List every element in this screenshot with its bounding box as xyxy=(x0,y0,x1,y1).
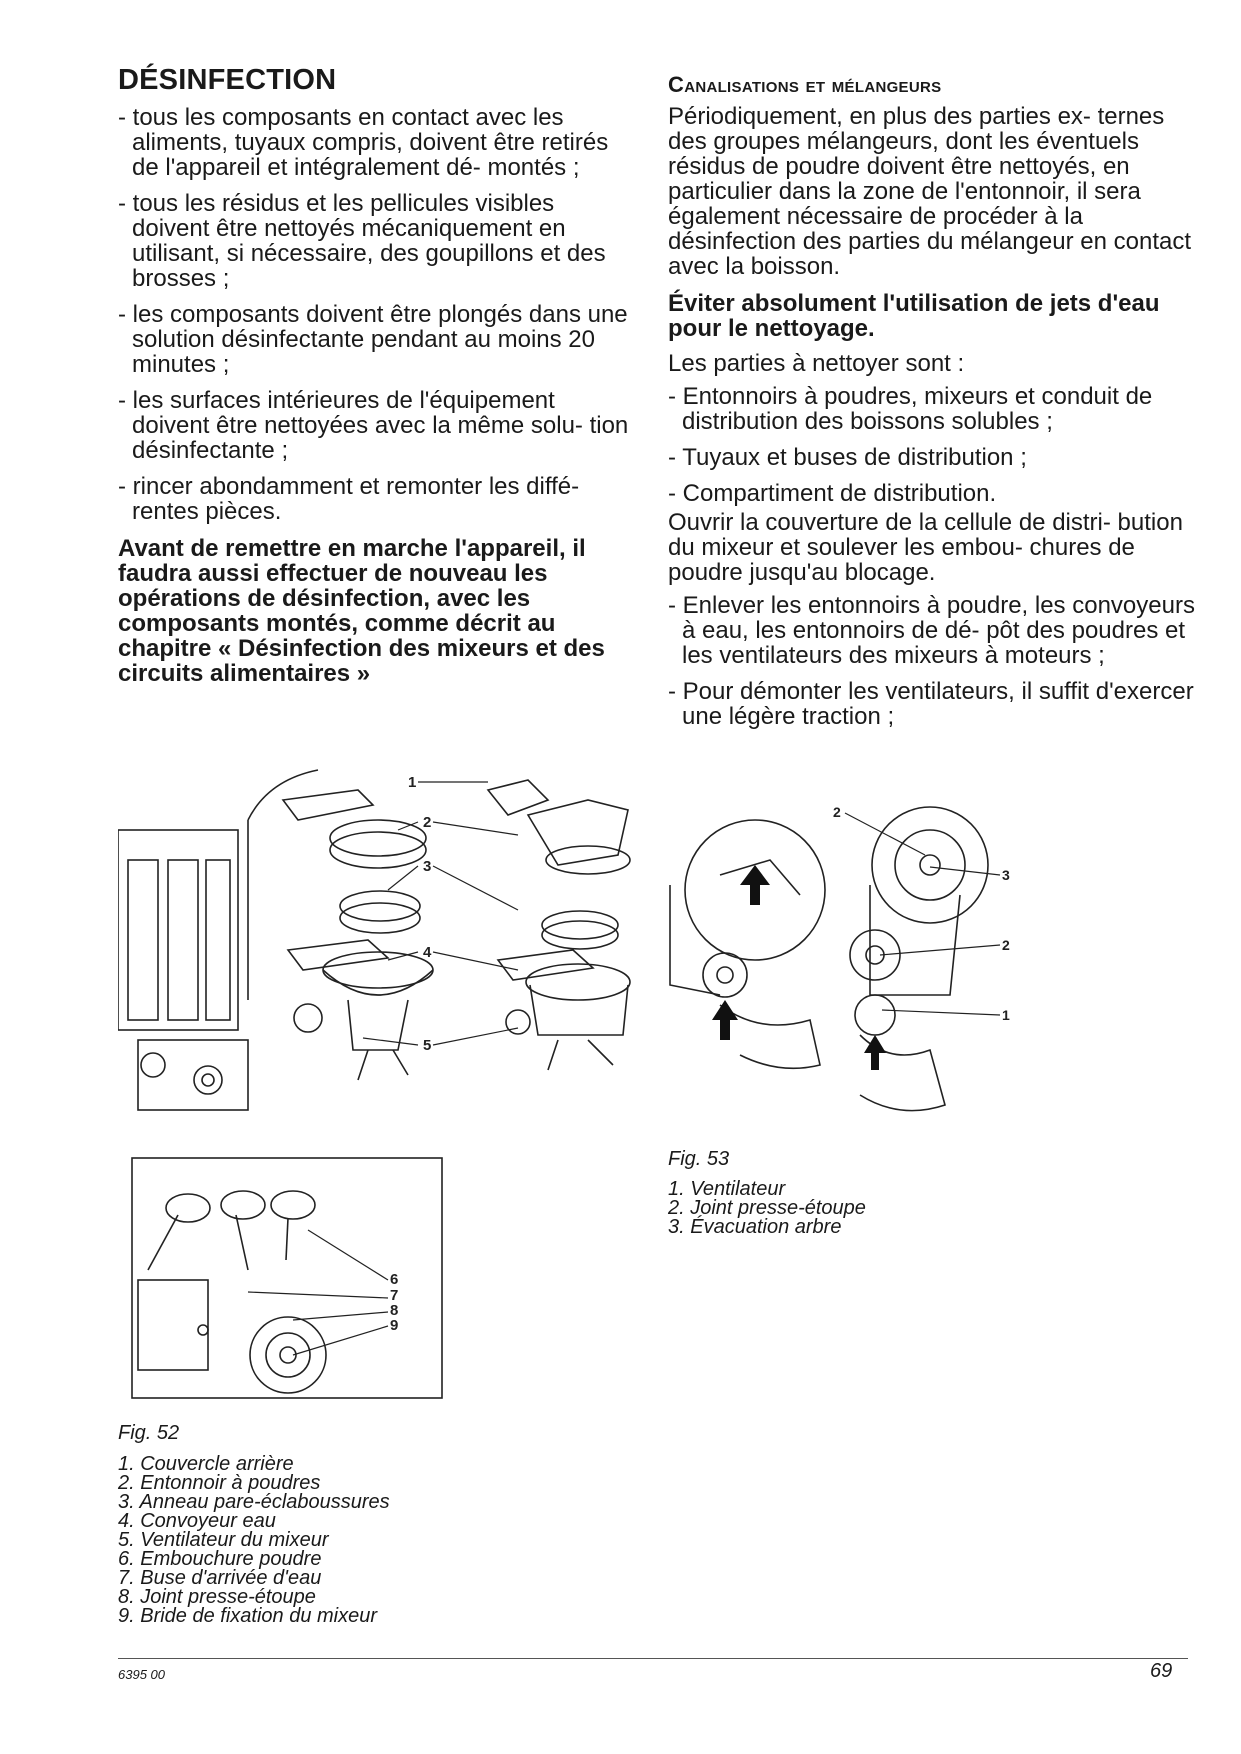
section-title-desinfection: DÉSINFECTION xyxy=(118,64,337,96)
figure-53-caption: Fig. 53 xyxy=(668,1148,730,1170)
legend-item: 3. Anneau pare-éclaboussures xyxy=(118,1491,390,1513)
parts-list xyxy=(668,384,1198,506)
legend-item: 6. Embouchure poudre xyxy=(118,1548,322,1570)
callout-6: 6 xyxy=(390,1271,399,1288)
callout-7: 7 xyxy=(390,1287,399,1304)
left-column xyxy=(118,60,638,696)
callout-2-top: 2 xyxy=(833,805,841,820)
callout-2-middle: 2 xyxy=(1002,937,1010,953)
figure-53-drawing xyxy=(660,805,1020,1135)
list-item: - les composants doivent être plongés dans une solution désinfectante pendant au moins 20 minutes ; xyxy=(118,301,628,378)
figure-52-caption: Fig. 52 xyxy=(118,1422,180,1444)
callout-4: 4 xyxy=(423,944,432,961)
figure-53-legend xyxy=(668,1180,866,1237)
list-item: - rincer abondamment et remonter les diffé- rentes pièces. xyxy=(118,473,580,525)
list-item: - Enlever les entonnoirs à poudre, les convoyeurs à eau, les entonnoirs de dé- pôt des poudres et les ventilateurs des mixeurs à moteurs ; xyxy=(668,592,1195,669)
section-title-canalisations: Canalisations et mélangeurs xyxy=(668,72,942,97)
open-instructions: Ouvrir la couverture de la cellule de distri- bution du mixeur et soulever les embou- chures de poudre jusqu'au blocage. xyxy=(668,509,1183,586)
list-item: - Pour démonter les ventilateurs, il suffit d'exercer une légère traction ; xyxy=(668,678,1194,730)
list-item: - Compartiment de distribution. xyxy=(668,480,997,507)
list-item: - tous les résidus et les pellicules visibles doivent être nettoyés mécaniquement en utilisant, si nécessaire, des goupillons et des brosses ; xyxy=(118,190,606,292)
legend-item: 8. Joint presse-étoupe xyxy=(118,1586,316,1608)
callout-1: 1 xyxy=(1002,1007,1010,1023)
figure-52-legend xyxy=(118,1455,390,1626)
steps-list xyxy=(668,593,1198,729)
callout-8: 8 xyxy=(390,1302,399,1319)
legend-item: 7. Buse d'arrivée d'eau xyxy=(118,1567,322,1589)
legend-item: 3. Évacuation arbre xyxy=(668,1216,842,1238)
figure-52-illustration xyxy=(118,760,638,1410)
footer-divider xyxy=(118,1658,1188,1659)
legend-item: 4. Convoyeur eau xyxy=(118,1510,276,1532)
callout-1: 1 xyxy=(408,774,417,791)
legend-item: 5. Ventilateur du mixeur xyxy=(118,1529,329,1551)
disinfection-list xyxy=(118,105,638,524)
page-number: 69 xyxy=(1150,1660,1173,1682)
restart-warning: Avant de remettre en marche l'appareil, il faudra aussi effectuer de nouveau les opérations de désinfection, avec les composants montés, comme décrit au chapitre « Désinfection des mixeurs et des circuits alimentaires » xyxy=(118,535,605,687)
right-column xyxy=(668,60,1198,740)
water-jet-warning: Éviter absolument l'utilisation de jets d'eau pour le nettoyage. xyxy=(668,290,1160,342)
legend-item: 2. Joint presse-étoupe xyxy=(668,1197,866,1219)
legend-item: 1. Ventilateur xyxy=(668,1178,786,1200)
legend-item: 9. Bride de fixation du mixeur xyxy=(118,1605,378,1627)
callout-3: 3 xyxy=(1002,867,1010,883)
figure-52-drawing xyxy=(118,760,638,1410)
document-code: 6395 00 xyxy=(118,1667,165,1682)
legend-item: 2. Entonnoir à poudres xyxy=(118,1472,321,1494)
list-item: - les surfaces intérieures de l'équipement doivent être nettoyées avec la même solu- tion désinfectante ; xyxy=(118,387,629,464)
callout-2: 2 xyxy=(423,814,432,831)
callout-9: 9 xyxy=(390,1317,399,1334)
list-item: - Tuyaux et buses de distribution ; xyxy=(668,444,1027,471)
callout-3: 3 xyxy=(423,858,432,875)
list-item: - Entonnoirs à poudres, mixeurs et conduit de distribution des boissons solubles ; xyxy=(668,383,1153,435)
legend-item: 1. Couvercle arrière xyxy=(118,1453,294,1475)
list-item: - tous les composants en contact avec les aliments, tuyaux compris, doivent être retirés de l'appareil et intégralement dé- montés ; xyxy=(118,104,609,181)
intro-paragraph: Périodiquement, en plus des parties ex- ternes des groupes mélangeurs, dont les éventuels résidus de poudre doivent être nettoyés, en particulier dans la zone de l'entonnoir, il sera également nécessaire de procéder à la désinfection des parties du mélangeur en contact avec la boisson. xyxy=(668,103,1191,280)
callout-5: 5 xyxy=(423,1037,432,1054)
figure-53-illustration xyxy=(660,805,1020,1135)
parts-intro: Les parties à nettoyer sont : xyxy=(668,350,965,377)
